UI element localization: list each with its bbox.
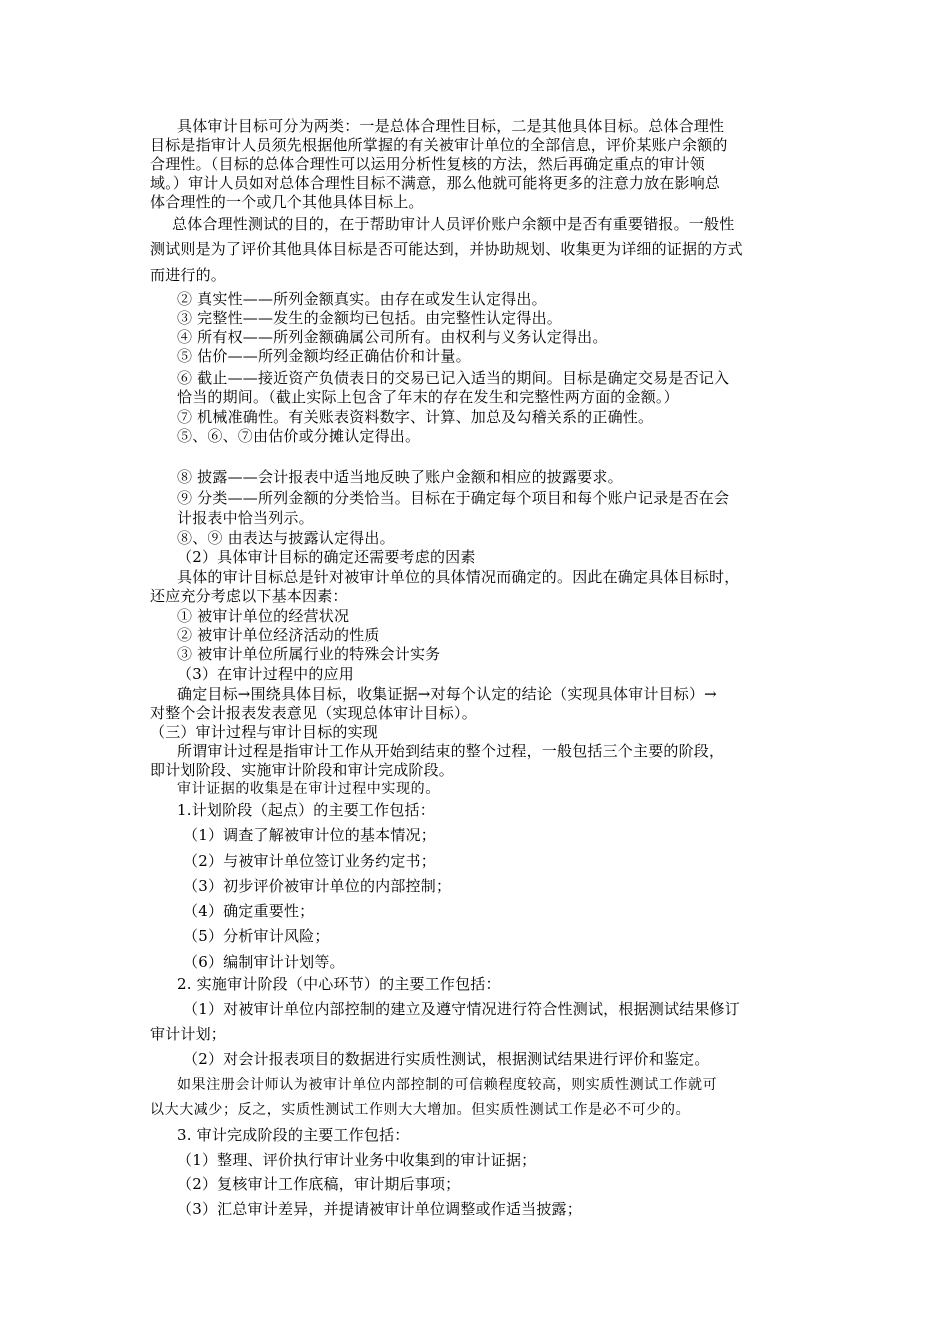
text-line: （5）分析审计风险； [183, 927, 330, 945]
text-line: 而进行的。 [150, 266, 227, 284]
text-line: （1）对被审计单位内部控制的建立及遵守情况进行符合性测试，根据测试结果修订 [183, 1000, 740, 1018]
text-line: 3. 审计完成阶段的主要工作包括： [177, 1126, 410, 1144]
text-line: ⑥ 截止——接近资产负债表日的交易已记入适当的期间。目标是确定交易是否记入 [177, 369, 730, 387]
text-line: ⑧ 披露——会计报表中适当地反映了账户金额和相应的披露要求。 [177, 468, 623, 486]
text-line: 总体合理性测试的目的，在于帮助审计人员评价账户余额中是否有重要错报。一般性 [172, 215, 735, 233]
text-line: 对整个会计报表发表意见（实现总体审计目标）。 [150, 704, 477, 722]
text-line: ④ 所有权——所列金额确属公司所有。由权利与义务认定得出。 [177, 328, 608, 346]
text-line: ⑦ 机械准确性。有关账表资料数字、计算、加总及勾稽关系的正确性。 [177, 408, 654, 426]
text-line: ⑤ 估价——所列金额均经正确估价和计量。 [177, 347, 471, 365]
text-line: （3）在审计过程中的应用 [177, 665, 354, 683]
text-line: （3）汇总审计差异，并提请被审计单位调整或作适当披露； [177, 1200, 582, 1218]
text-line: 审计证据的收集是在审计过程中实现的。 [177, 781, 440, 797]
text-line: （3）初步评价被审计单位的内部控制； [183, 877, 452, 895]
text-line: 确定目标→围绕具体目标，收集证据→对每个认定的结论（实现具体审计目标）→ [177, 685, 717, 703]
text-line: 2. 实施审计阶段（中心环节）的主要工作包括： [177, 975, 501, 993]
text-line: ⑨ 分类——所列金额的分类恰当。目标在于确定每个项目和每个账户记录是否在会 [177, 489, 730, 507]
text-line: 还应充分考虑以下基本因素： [150, 587, 348, 605]
text-line: 体合理性的一个或几个其他具体目标上。 [150, 193, 424, 211]
text-line: 测试则是为了评价其他具体目标是否可能达到，并协助规划、收集更为详细的证据的方式 [150, 240, 743, 258]
text-line: 如果注册会计师认为被审计单位内部控制的可信赖程度较高，则实质性测试工作就可 [177, 1077, 718, 1093]
text-line: 计报表中恰当列示。 [177, 509, 314, 527]
text-line: ② 被审计单位经济活动的性质 [177, 626, 380, 644]
text-line: （2）复核审计工作底稿，审计期后事项； [177, 1175, 461, 1193]
text-line: ② 真实性——所列金额真实。由存在或发生认定得出。 [177, 290, 547, 308]
text-line: （6）编制审计计划等。 [183, 953, 345, 971]
text-line: （2）具体审计目标的确定还需要考虑的因素 [177, 548, 476, 566]
text-line: 恰当的期间。（截止实际上包含了年末的存在发生和完整性两方面的金额。） [177, 388, 679, 406]
text-line: 域。）审计人员如对总体合理性目标不满意，那么他就可能将更多的注意力放在影响总 [150, 174, 721, 192]
text-line: ③ 完整性——发生的金额均已包括。由完整性认定得出。 [177, 309, 562, 327]
text-line: 即计划阶段、实施审计阶段和审计完成阶段。 [150, 761, 455, 779]
text-line: 目标是指审计人员须先根据他所掌握的有关被审计单位的全部信息，评价某账户余额的 [150, 136, 728, 154]
text-line: ③ 被审计单位所属行业的特殊会计实务 [177, 645, 441, 663]
text-line: 审计计划； [150, 1025, 227, 1043]
text-line: 以大大减少；反之，实质性测试工作则大大增加。但实质性测试工作是必不可少的。 [150, 1102, 691, 1118]
text-line: （4）确定重要性； [183, 902, 315, 920]
text-line: 所谓审计过程是指审计工作从开始到结束的整个过程，一般包括三个主要的阶段， [177, 742, 725, 760]
text-line: （1）调查了解被审计位的基本情况； [183, 826, 436, 844]
text-line: （1）整理、评价执行审计业务中收集到的审计证据； [177, 1151, 537, 1169]
text-line: ⑧、⑨ 由表达与披露认定得出。 [177, 529, 395, 547]
text-line: 具体的审计目标总是针对被审计单位的具体情况而确定的。因此在确定具体目标时， [177, 568, 740, 586]
text-line: 具体审计目标可分为两类：一是总体合理性目标，二是其他具体目标。总体合理性 [177, 117, 725, 135]
text-line: ⑤、⑥、⑦由估价或分摊认定得出。 [177, 427, 421, 445]
text-line: （2）与被审计单位签订业务约定书； [183, 852, 436, 870]
text-line: ① 被审计单位的经营状况 [177, 607, 350, 625]
text-line: （三）审计过程与审计目标的实现 [150, 723, 379, 741]
text-line: 1.计划阶段（起点）的主要工作包括： [177, 801, 435, 819]
text-line: （2）对会计报表项目的数据进行实质性测试，根据测试结果进行评价和鉴定。 [183, 1050, 710, 1068]
text-line: 合理性。（目标的总体合理性可以运用分析性复核的方法，然后再确定重点的审计领 [150, 155, 705, 173]
